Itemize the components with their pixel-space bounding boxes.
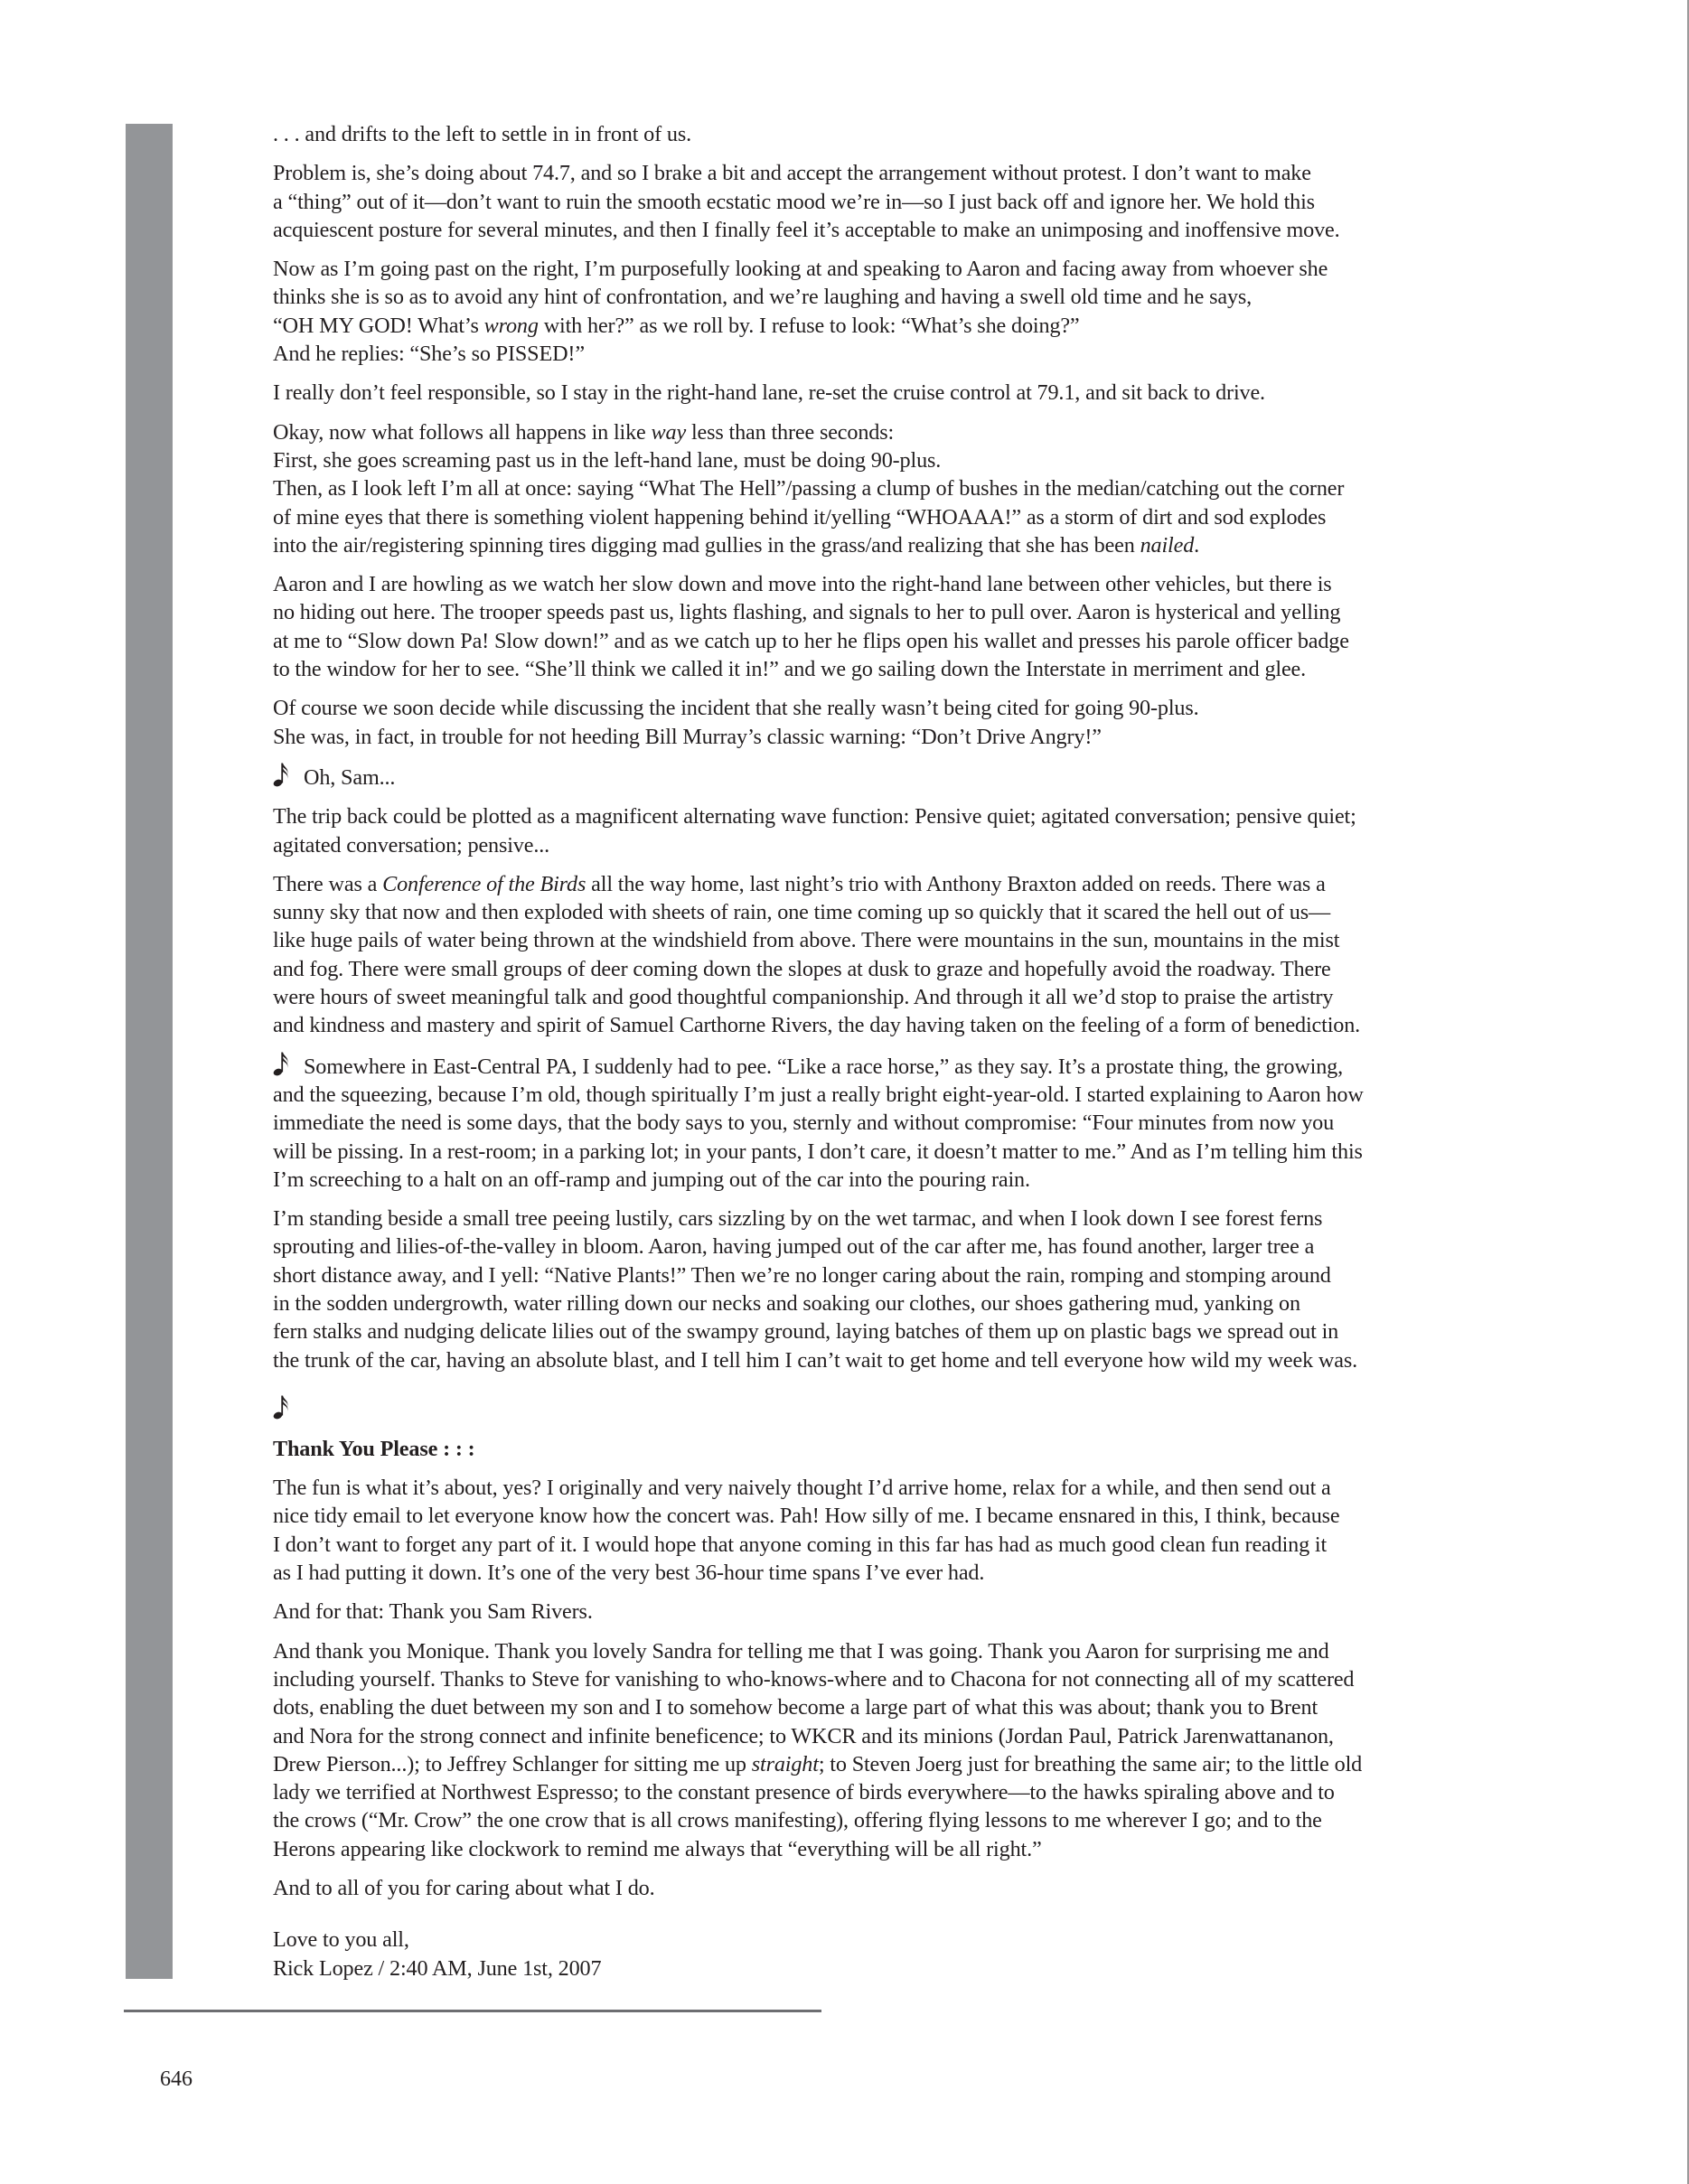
music-note-icon <box>273 1051 293 1076</box>
text-run: Drew Pierson...); to Jeffrey Schlanger for sitting me up <box>273 1751 752 1776</box>
text-line: and fog. There were small groups of deer coming down the slopes at dusk to graze and hopefully avoid the roadway. There <box>273 956 1331 981</box>
text-line: thinks she is so as to avoid any hint of confrontation, and we’re laughing and having a swell old time and he says, <box>273 285 1253 310</box>
text-line <box>273 531 1466 559</box>
text-line: . . . and drifts to the left to settle in in front of us. <box>273 122 692 146</box>
text-line: She was, in fact, in trouble for not heeding Bill Murray’s classic warning: “Don’t Drive Angry!” <box>273 724 1102 749</box>
text-line: and Nora for the strong connect and infinite beneficence; to WKCR and its minions (Jordan Paul, Patrick Jarenwattananon, <box>273 1723 1334 1748</box>
paragraph <box>273 802 1466 859</box>
text-line: Problem is, she’s doing about 74.7, and so I brake a bit and accept the arrangement without protest. I don’t want to make <box>273 161 1311 186</box>
paragraph <box>273 255 1466 368</box>
music-note-icon <box>273 1394 293 1420</box>
text-line: Then, as I look left I’m all at once: saying “What The Hell”/passing a clump of bushes in the median/catching out the corner <box>273 476 1345 501</box>
paragraph <box>273 870 1466 1040</box>
text-line <box>273 1051 1466 1081</box>
text-line: as I had putting it down. It’s one of the very best 36-hour time spans I’ve ever had. <box>273 1561 985 1586</box>
text-line: including yourself. Thanks to Steve for vanishing to who-knows-where and to Chacona for not connecting all of my scattered <box>273 1666 1355 1692</box>
text-line: and kindness and mastery and spirit of Samuel Carthorne Rivers, the day having taken on the feeling of a form of benediction. <box>273 1013 1361 1038</box>
paragraph <box>273 1204 1466 1374</box>
text-line: short distance away, and I yell: “Native Plants!” Then we’re no longer caring about the rain, romping and stomping around <box>273 1262 1331 1288</box>
body-text <box>273 120 1466 1993</box>
paragraph <box>273 418 1466 559</box>
text-line <box>273 1750 1466 1778</box>
page-number: 646 <box>160 2067 192 2091</box>
text-run: into the air/registering spinning tires digging mad gullies in the grass/and realizing that she has been <box>273 532 1140 558</box>
text-run: Somewhere in East-Central PA, I suddenly had to pee. “Like a race horse,” as they say. It’s a prostate thing, the growing, <box>304 1054 1343 1079</box>
text-line: The trip back could be plotted as a magnificent alternating wave function: Pensive quiet; agitated conversation; pensive quiet; <box>273 804 1356 830</box>
footer-rule <box>124 2010 821 2012</box>
text-line: And he replies: “She’s so PISSED!” <box>273 342 585 367</box>
text-run: Oh, Sam... <box>304 764 396 790</box>
paragraph <box>273 379 1466 407</box>
signoff-greeting: Love to you all, <box>273 1927 409 1953</box>
emphasis: straight <box>751 1751 819 1776</box>
text-line: fern stalks and nudging delicate lilies out of the swampy ground, laying batches of them up on plastic bags we spread out in <box>273 1319 1339 1345</box>
paragraph <box>273 1051 1466 1194</box>
text-line: the crows (“Mr. Crow” the one crow that is all crows manifesting), offering flying lessons to me wherever I go; and to the <box>273 1808 1322 1833</box>
music-note-icon <box>273 762 293 787</box>
text-run: “OH MY GOD! What’s <box>273 313 484 338</box>
emphasis: way <box>651 419 687 445</box>
text-line: were hours of sweet meaningful talk and good thoughtful companionship. And through it all we’d stop to praise the artistry <box>273 985 1334 1010</box>
paragraph <box>273 762 1466 792</box>
text-line: dots, enabling the duet between my son and I to somehow become a large part of what this was about; thank you to Brent <box>273 1695 1318 1720</box>
text-line: First, she goes screaming past us in the left-hand lane, must be doing 90-plus. <box>273 447 942 473</box>
text-line: Of course we soon decide while discussing the incident that she really wasn’t being cited for going 90-plus. <box>273 696 1199 721</box>
paragraph <box>273 159 1466 244</box>
text-line: the trunk of the car, having an absolute blast, and I tell him I can’t wait to get home and tell everyone how wild my week was. <box>273 1347 1357 1373</box>
text-run: Okay, now what follows all happens in like <box>273 419 652 445</box>
text-line: to the window for her to see. “She’ll think we called it in!” and we go sailing down the Interstate in merriment and glee. <box>273 657 1307 682</box>
text-line: Now as I’m going past on the right, I’m purposefully looking at and speaking to Aaron and facing away from whoever she <box>273 257 1328 282</box>
paragraph <box>273 1474 1466 1587</box>
text-line: And thank you Monique. Thank you lovely Sandra for telling me that I was going. Thank you Aaron for surprising me and <box>273 1638 1329 1664</box>
text-line <box>273 418 1466 446</box>
text-line <box>273 762 1466 792</box>
text-run: with her?” as we roll by. I refuse to look: “What’s she doing?” <box>538 313 1080 338</box>
text-line: will be pissing. In a rest-room; in a parking lot; in your pants, I don’t care, it doesn’t matter to me.” And as I’m telling him this <box>273 1139 1363 1164</box>
margin-bar <box>126 124 173 1979</box>
paragraph <box>273 694 1466 751</box>
text-run: ; to Steven Joerg just for breathing the same air; to the little old <box>818 1751 1363 1776</box>
text-line: sunny sky that now and then exploded with sheets of rain, one time coming up so quickly that it scared the hell out of us— <box>273 900 1331 925</box>
text-line: The fun is what it’s about, yes? I originally and very naively thought I’d arrive home, relax for a while, and then send out a <box>273 1476 1331 1501</box>
paragraph <box>273 570 1466 683</box>
text-line: at me to “Slow down Pa! Slow down!” and as we catch up to her he flips open his wallet and presses his parole officer badge <box>273 628 1349 653</box>
text-line: And to all of you for caring about what I do. <box>273 1876 655 1901</box>
text-line: I don’t want to forget any part of it. I would hope that anyone coming in this far has had as much good clean fun reading it <box>273 1532 1328 1557</box>
text-line: a “thing” out of it—don’t want to ruin the smooth ecstatic mood we’re in—so I just back off and ignore her. We hold this <box>273 189 1315 214</box>
text-line: Herons appearing like clockwork to remind me always that “everything will be all right.” <box>273 1836 1042 1861</box>
text-run: . <box>1194 532 1200 558</box>
signoff <box>273 1926 1466 1982</box>
text-line: of mine eyes that there is something violent happening behind it/yelling “WHOAAA!” as a storm of dirt and sod explodes <box>273 504 1327 530</box>
text-line: and the squeezing, because I’m old, though spiritually I’m just a really bright eight-year-old. I started explaining to Aaron how <box>273 1082 1364 1107</box>
text-line <box>273 312 1466 340</box>
paragraph <box>273 1598 1466 1626</box>
text-line <box>273 870 1466 898</box>
book-title: Conference of the Birds <box>382 871 586 896</box>
text-line: Aaron and I are howling as we watch her slow down and move into the right-hand lane between other vehicles, but there is <box>273 572 1332 597</box>
text-run: There was a <box>273 871 383 896</box>
emphasis: wrong <box>483 313 539 338</box>
text-line: in the sodden undergrowth, water rilling down our necks and soaking our clothes, our shoes gathering mud, yanking on <box>273 1290 1300 1316</box>
text-line: immediate the need is some days, that the body says to you, sternly and without compromise: “Four minutes from now you <box>273 1111 1335 1136</box>
section-break <box>273 1394 1466 1422</box>
emphasis: nailed <box>1140 532 1195 558</box>
text-run: less than three seconds: <box>686 419 895 445</box>
paragraph <box>273 120 1466 148</box>
section-heading: Thank You Please : : : <box>273 1436 475 1461</box>
text-run: all the way home, last night’s trio with Anthony Braxton added on reeds. There was a <box>586 871 1326 896</box>
text-line: like huge pails of water being thrown at the windshield from above. There were mountains in the sun, mountains in the mist <box>273 928 1340 953</box>
text-line: nice tidy email to let everyone know how the concert was. Pah! How silly of me. I became ensnared in this, I think, because <box>273 1504 1340 1529</box>
text-line: no hiding out here. The trooper speeds past us, lights flashing, and signals to her to pull over. Aaron is hysterical and yelling <box>273 600 1341 625</box>
text-line: sprouting and lilies-of-the-valley in bloom. Aaron, having jumped out of the car after me, has found another, larger tree a <box>273 1234 1315 1260</box>
paragraph <box>273 1637 1466 1863</box>
paragraph <box>273 1874 1466 1902</box>
text-line: agitated conversation; pensive... <box>273 832 550 858</box>
text-line: lady we terrified at Northwest Espresso; to the constant presence of birds everywhere—to the hawks spiraling above and to <box>273 1780 1335 1805</box>
text-line: I really don’t feel responsible, so I stay in the right-hand lane, re-set the cruise control at 79.1, and sit back to drive. <box>273 380 1265 406</box>
text-line: I’m screeching to a halt on an off-ramp and jumping out of the car into the pouring rain. <box>273 1167 1030 1192</box>
text-line: I’m standing beside a small tree peeing lustily, cars sizzling by on the wet tarmac, and when I look down I see forest ferns <box>273 1206 1323 1232</box>
text-line: And for that: Thank you Sam Rivers. <box>273 1599 593 1625</box>
text-line: acquiescent posture for several minutes, and then I finally feel it’s acceptable to make an unimposing and inoffensive move. <box>273 217 1340 242</box>
signoff-signature: Rick Lopez / 2:40 AM, June 1st, 2007 <box>273 1955 602 1981</box>
